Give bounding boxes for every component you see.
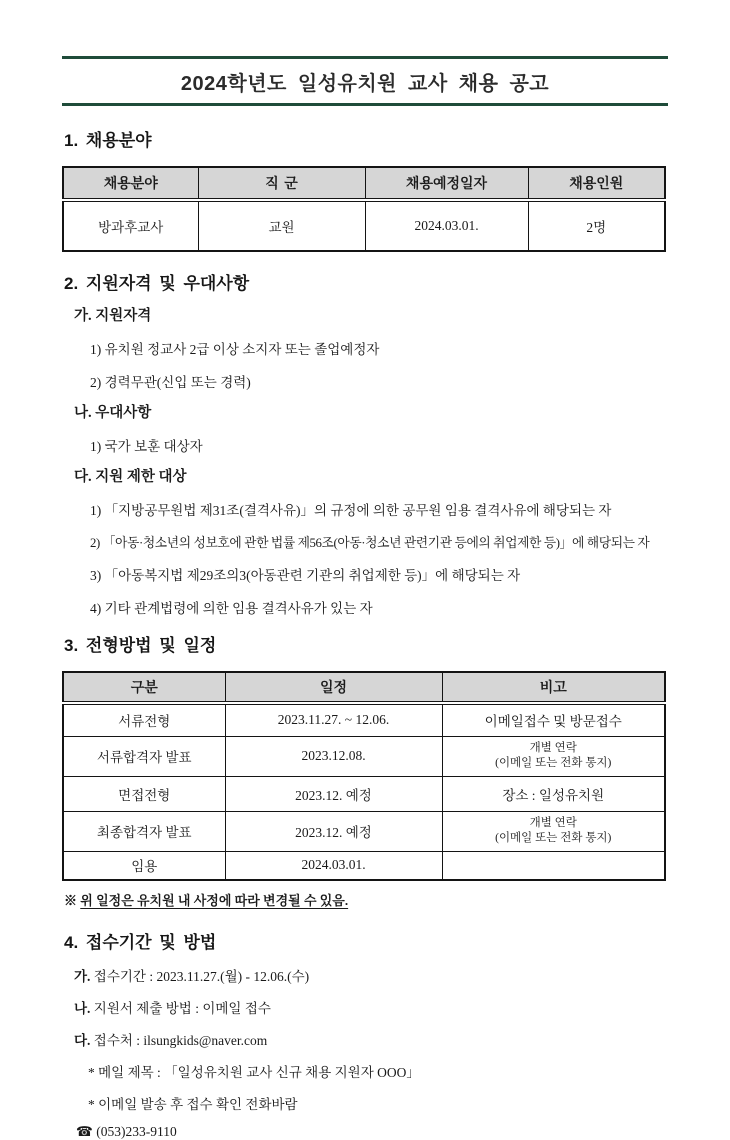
list-item: 1) 유치원 정교사 2급 이상 소지자 또는 졸업예정자	[90, 342, 380, 357]
list-item: 2) 경력무관(신입 또는 경력)	[90, 375, 251, 390]
cell-category: 면접전형	[63, 776, 225, 811]
cell-headcount: 2명	[528, 200, 665, 251]
section3-heading: 3. 전형방법 및 일정	[64, 636, 217, 655]
item-prefix: 다.	[74, 1033, 91, 1048]
recruitment-field-table	[62, 166, 666, 252]
col-header-job-group: 직 군	[198, 167, 365, 200]
list-item: 2) 「아동·청소년의 성보호에 관한 법률 제56조(아동·청소년 관련기관 등에의 취업제한 등)」에 해당되는 자	[90, 536, 650, 550]
cell-category: 서류전형	[63, 703, 225, 736]
cell-schedule: 2023.11.27. ~ 12.06.	[225, 703, 442, 736]
cell-job-group: 교원	[198, 200, 365, 251]
item-text: 지원서 제출 방법 : 이메일 접수	[90, 1001, 271, 1016]
item-prefix: 가.	[74, 969, 91, 984]
page-title: 2024학년도 일성유치원 교사 채용 공고	[180, 72, 550, 95]
cell-remark	[442, 736, 665, 776]
list-item: 1) 「지방공무원법 제31조(결격사유)」의 규정에 의한 공무원 임용 결격사유에 해당되는 자	[90, 503, 612, 518]
cell-field: 방과후교사	[63, 200, 198, 251]
preference-label: 나. 우대사항	[74, 405, 152, 421]
title-bottom-rule	[62, 103, 668, 106]
table-row	[63, 811, 665, 851]
cell-remark: 이메일접수 및 방문접수	[442, 703, 665, 736]
remark-line: (이메일 또는 전화 통지)	[495, 757, 612, 769]
col-header-headcount: 채용인원	[528, 167, 665, 200]
table-row	[63, 776, 665, 811]
apply-period-item	[74, 965, 668, 985]
table-header-row	[63, 167, 665, 200]
list-item: 4) 기타 관계법령에 의한 임용 결격사유가 있는 자	[90, 601, 373, 616]
phone-number: (053)233-9110	[96, 1124, 177, 1139]
table-header-row	[63, 672, 665, 703]
footnote-marker: ※	[64, 893, 78, 908]
col-header-schedule: 일정	[225, 672, 442, 703]
table-row	[63, 736, 665, 776]
cell-category: 서류합격자 발표	[63, 736, 225, 776]
col-header-field: 채용분야	[63, 167, 198, 200]
apply-email-item	[74, 1029, 668, 1049]
item-prefix: 나.	[74, 1001, 91, 1016]
qualification-label: 가. 지원자격	[74, 308, 152, 324]
col-header-category: 구분	[63, 672, 225, 703]
col-header-remark: 비고	[442, 672, 665, 703]
section4-heading: 4. 접수기간 및 방법	[64, 933, 217, 952]
item-text: 접수처 : ilsungkids@naver.com	[90, 1033, 268, 1048]
cell-category: 임용	[63, 851, 225, 880]
cell-category: 최종합격자 발표	[63, 811, 225, 851]
contact-phone	[76, 1124, 668, 1140]
remark-line: 개별 연락	[529, 742, 577, 755]
restriction-label: 다. 지원 제한 대상	[74, 469, 187, 485]
item-text: 접수기간 : 2023.11.27.(월) - 12.06.(수)	[90, 969, 310, 984]
list-item: 1) 국가 보훈 대상자	[90, 439, 203, 454]
list-item: 3) 「아동복지법 제29조의3(아동관련 기관의 취업제한 등)」에 해당되는 자	[90, 568, 521, 583]
document-page	[0, 56, 730, 1140]
cell-schedule: 2023.12. 예정	[225, 776, 442, 811]
section2-heading: 2. 지원자격 및 우대사항	[64, 274, 250, 293]
cell-schedule: 2024.03.01.	[225, 851, 442, 880]
table-row	[63, 851, 665, 880]
confirm-call-note: * 이메일 발송 후 접수 확인 전화바람	[88, 1097, 298, 1112]
remark-line: (이메일 또는 전화 통지)	[495, 832, 612, 844]
phone-icon: ☎	[76, 1124, 93, 1139]
cell-schedule: 2023.12.08.	[225, 736, 442, 776]
schedule-table	[62, 671, 666, 881]
section1-heading: 1. 채용분야	[64, 131, 152, 150]
title-band	[62, 59, 668, 103]
cell-remark	[442, 811, 665, 851]
cell-remark	[442, 851, 665, 880]
remark-line: 개별 연락	[529, 817, 577, 830]
mail-subject-note: * 메일 제목 : 「일성유치원 교사 신규 채용 지원자 OOO」	[88, 1065, 420, 1080]
table-row	[63, 200, 665, 251]
col-header-hire-date: 채용예정일자	[365, 167, 528, 200]
cell-hire-date: 2024.03.01.	[365, 200, 528, 251]
schedule-footnote	[64, 890, 668, 909]
table-row	[63, 703, 665, 736]
footnote-text: 위 일정은 유치원 내 사정에 따라 변경될 수 있음.	[80, 893, 349, 908]
cell-remark: 장소 : 일성유치원	[442, 776, 665, 811]
submit-method-item	[74, 997, 668, 1017]
cell-schedule: 2023.12. 예정	[225, 811, 442, 851]
